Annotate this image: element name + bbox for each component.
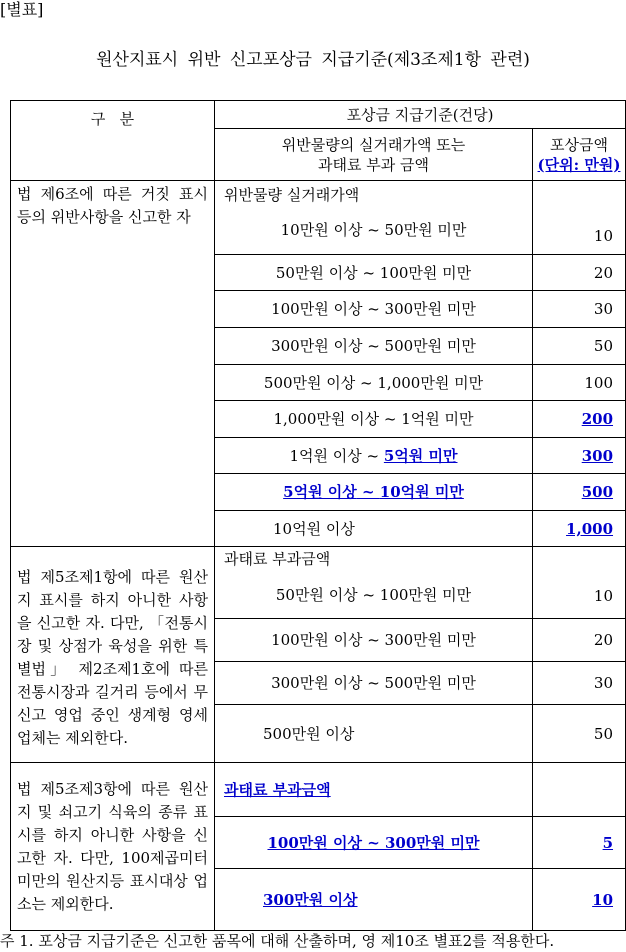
- range-row: [215, 474, 533, 511]
- subheader-fine-cell: [215, 547, 533, 619]
- range-part-highlight: 5억원 이상: [283, 483, 357, 501]
- amount-value: 300: [581, 446, 614, 465]
- range-row: 10만원 이상 ~ 50만원 미만: [280, 221, 467, 239]
- amount-cell: 10: [533, 547, 626, 619]
- range-row: 100만원 이상 ~ 300만원 미만: [215, 291, 533, 328]
- range-row: 500만원 이상: [215, 705, 533, 763]
- header-amount: [533, 129, 626, 181]
- amount-cell: [533, 438, 626, 474]
- header-amount-unit: (단위: 만원): [537, 155, 621, 174]
- subheader-fine: 과태료 부과금액: [224, 550, 331, 568]
- range-row: [215, 817, 533, 869]
- amount-cell: [533, 869, 626, 931]
- amount-cell: 100: [533, 365, 626, 401]
- amount-cell: [533, 401, 626, 438]
- amount-cell: [533, 817, 626, 869]
- range-row: [215, 869, 533, 931]
- amount-cell: 50: [533, 705, 626, 763]
- range-part-highlight: 100만원 이상: [267, 833, 362, 852]
- header-basis-line-1: 위반물량의 실거래가액 또는: [281, 135, 466, 154]
- amount-cell: 10: [533, 181, 626, 255]
- range-part-highlight: ~: [356, 483, 380, 501]
- subheader-trade-value-cell: [215, 181, 533, 255]
- amount-cell: 50: [533, 328, 626, 365]
- range-row: 1,000만원 이상 ~ 1억원 미만: [215, 401, 533, 438]
- range-row: [215, 438, 533, 474]
- amount-value: 5: [602, 833, 614, 852]
- subheader-fine-highlight: 과태료 부과금액: [224, 780, 331, 799]
- amount-cell-empty: [533, 763, 626, 817]
- range-row: 50만원 이상 ~ 100만원 미만: [275, 586, 472, 604]
- range-part-highlight: 300만원 이상: [263, 890, 358, 909]
- category-no-origin-label: 법 제5조제1항에 따른 원산지 표시를 하지 아니한 사항을 신고한 자. 다만, 「전통시장 및 상점가 육성을 위한 특별법」 제2조제1호에 따른 전통시장과 길거리 등에서 무신고 영업 중인 생계형 영세업체는 제외한다.: [11, 547, 215, 763]
- header-category: 구 분: [11, 101, 215, 181]
- range-row: 100만원 이상 ~ 300만원 미만: [215, 619, 533, 662]
- header-amount-label: 포상금액: [550, 135, 608, 154]
- amount-cell: 30: [533, 662, 626, 705]
- header-basis: [215, 129, 533, 181]
- range-row: 10억원 이상: [215, 511, 533, 547]
- amount-value: 1,000: [566, 519, 614, 538]
- range-part: 1억원 이상 ~: [289, 446, 384, 465]
- range-part-highlight: 10억원 미만: [379, 483, 464, 501]
- header-standard: 포상금 지급기준(건당): [215, 101, 626, 129]
- amount-cell: [533, 474, 626, 511]
- range-row: 300만원 이상 ~ 500만원 미만: [215, 662, 533, 705]
- amount-cell: 20: [533, 255, 626, 291]
- range-part-highlight: ~: [361, 833, 385, 852]
- amount-cell: [533, 511, 626, 547]
- amount-cell: 30: [533, 291, 626, 328]
- amount-cell: 20: [533, 619, 626, 662]
- subheader-fine: [215, 763, 533, 817]
- document-title: 원산지표시 위반 신고포상금 지급기준(제3조제1항 관련): [96, 50, 530, 70]
- footnote: 주 1. 포상금 지급기준은 신고한 품목에 대해 산출하며, 영 제10조 별표2를 적용한다.: [0, 932, 555, 950]
- attachment-label: [별표]: [0, 0, 44, 19]
- range-part-highlight: 5억원 미만: [383, 446, 458, 465]
- range-row: 500만원 이상 ~ 1,000만원 미만: [215, 365, 533, 401]
- category-beef-type-label: 법 제5조제3항에 따른 원산지 및 쇠고기 식육의 종류 표시를 하지 아니한 사항을 신고한 자. 다만, 100제곱미터 미만의 원산지등 표시대상 업소는 제외한다.: [11, 763, 215, 931]
- amount-value: 500: [581, 483, 614, 501]
- category-false-labeling: 법 제6조에 따른 거짓 표시 등의 위반사항을 신고한 자: [11, 181, 215, 547]
- range-part-highlight: 300만원 미만: [385, 833, 480, 852]
- subheader-trade-value: 위반물량 실거래가액: [224, 186, 360, 204]
- reward-standard-table: [10, 100, 626, 931]
- range-row: 50만원 이상 ~ 100만원 미만: [215, 255, 533, 291]
- amount-value: 10: [592, 890, 614, 909]
- amount-value: 200: [581, 410, 614, 428]
- header-basis-line-2: 과태료 부과 금액: [318, 155, 429, 174]
- range-row: 300만원 이상 ~ 500만원 미만: [215, 328, 533, 365]
